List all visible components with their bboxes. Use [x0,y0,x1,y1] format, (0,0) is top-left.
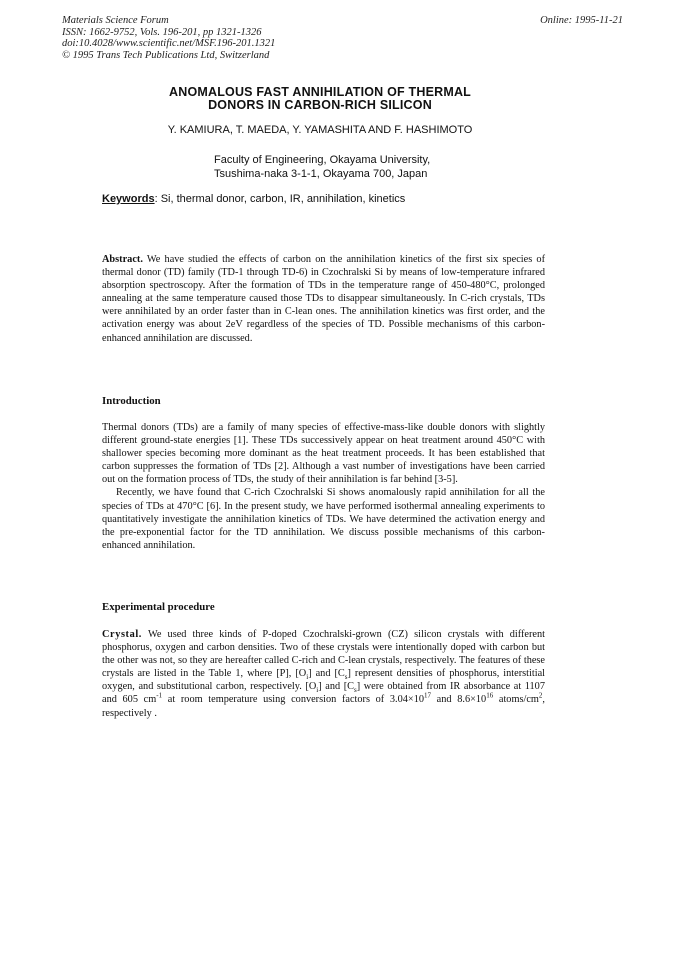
abstract-text: We have studied the effects of carbon on the annihilation kinetics of the first six species of thermal donor (TD) family (TD-1 through TD-6) in Czochralski Si by means of low-temperature infrared absorption spectroscopy. After the formation of TDs in the temperature range of 450-480°C, prolonged annealing at the same temperature caused those TDs to disappear simultaneously. In C-rich crystals, TDs were annihilated by an order faster than in C-lean ones. The annihilation kinetics was first order, and the activation energy was about 2eV regardless of the species of TD. Possible mechanisms of this carbon-enhanced annihilation are discussed. [102,254,545,344]
paragraph: Thermal donors (TDs) are a family of many species of effective-mass-like double donors with slightly different ground-state energies [1]. These TDs successively appear on heat treatment around 450°C with shallower species becoming more dominant as the heat treatment proceeds. It has been established that carbon suppresses the formation of TDs [2]. Although a vast number of investigations have been carried out on the formation process of TDs, the study of their annihilation is far behind [3-5]. [102,422,545,486]
abstract [102,253,545,345]
text-run: , respectively . [102,694,545,719]
superscript: 16 [486,692,494,701]
text-run: at room temperature using conversion factors of 3.04×10 [162,694,425,706]
text-run: ] were obtained from IR absorbance at 1107 and 605 cm [102,681,545,706]
subscript: s [354,686,357,695]
author-list: Y. KAMIURA, T. MAEDA, Y. YAMASHITA AND F. HASHIMOTO [167,124,473,136]
section-heading-experimental: Experimental procedure [102,601,215,613]
journal-name: Materials Science Forum [62,15,169,26]
paragraph [102,628,545,720]
affiliation-line: Faculty of Engineering, Okayama University, [214,154,431,166]
subscript: i [306,673,309,682]
subscript: i [316,686,319,695]
paper-title [100,86,540,112]
introduction-body [102,421,545,552]
text-run: atoms/cm [493,694,539,706]
experimental-body [102,628,545,720]
text-run: and 8.6×10 [431,694,487,706]
text-run: We used three kinds of P-doped Czochralski-grown (CZ) silicon crystals with different phosphorus, oxygen and carbon densities. Two of these crystals were intentionally doped with carbon but the other was not, so they are hereafter called C-rich and C-lean crystals, respectively. The features of these crystals are listed in the Table 1, where [P], [O [102,629,545,680]
superscript: 2 [538,692,543,701]
doi-line: doi:10.4028/www.scientific.net/MSF.196-201.1321 [62,38,276,49]
text-run: ] represent densities of phosphorus, interstitial oxygen, and substitutional carbon, respectively. [O [102,668,546,693]
keywords-label: Keywords [102,193,155,205]
superscript: -1 [156,692,163,701]
affiliation [214,154,430,181]
journal-citation [62,15,382,61]
online-date: Online: 1995-11-21 [540,15,623,26]
title-line: DONORS IN CARBON-RICH SILICON [208,98,432,112]
abstract-label: Abstract. [102,254,143,265]
copyright-line: © 1995 Trans Tech Publications Ltd, Switzerland [62,49,270,61]
affiliation-line: Tsushima-naka 3-1-1, Okayama 700, Japan [214,167,428,180]
keywords [102,193,405,205]
text-run: ] and [C [318,681,354,693]
issn-line: ISSN: 1662-9752, Vols. 196-201, pp 1321-1326 [62,26,262,38]
subsection-label-crystal: Crystal. [102,629,142,640]
paragraph: Recently, we have found that C-rich Czochralski Si shows anomalously rapid annihilation for all the species of TDs at 470°C [6]. In the present study, we have performed isothermal annealing experiments to quantitatively investigate the annihilation kinetics of TDs. We have determined the activation energy and the pre-exponential factor for the TD annihilation. We discuss possible mechanisms of this carbon-enhanced annihilation. [102,487,545,551]
title-line: ANOMALOUS FAST ANNIHILATION OF THERMAL [168,85,472,99]
subscript: s [344,673,348,682]
keywords-text: : Si, thermal donor, carbon, IR, annihilation, kinetics [154,193,406,205]
text-run: ] and [C [308,668,345,680]
superscript: 17 [424,692,432,701]
section-heading-introduction: Introduction [102,395,161,407]
